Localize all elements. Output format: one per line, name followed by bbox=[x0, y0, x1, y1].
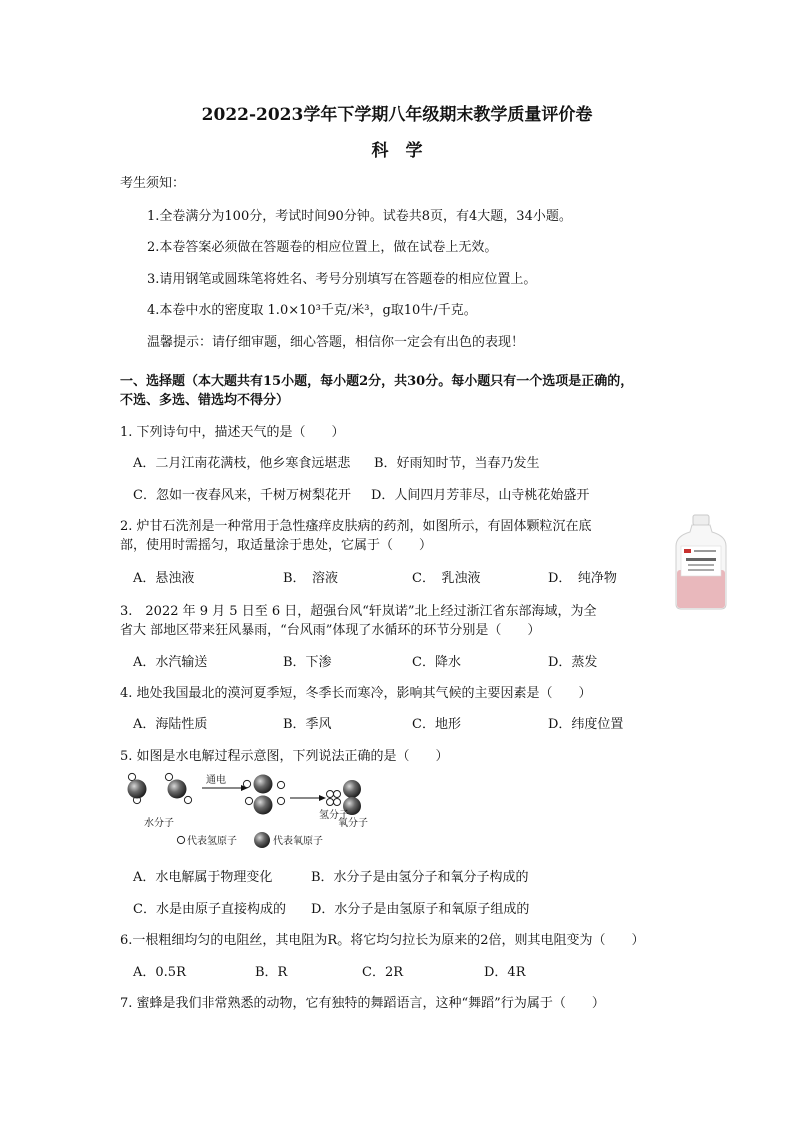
arrow-head bbox=[319, 795, 326, 801]
notice-item: 3.请用钢笔或圆珠笔将姓名、考号分别填写在答题卷的相应位置上。 bbox=[147, 272, 537, 287]
water-molecule bbox=[165, 773, 191, 803]
question-1-option-b[interactable]: B．好雨知时节，当春乃发生 bbox=[374, 456, 540, 471]
legend-oxygen-symbol bbox=[254, 832, 270, 848]
question-4-stem: 4. 地处我国最北的漠河夏季短，冬季长而寒冷，影响其气候的主要因素是（ ） bbox=[120, 686, 592, 701]
question-1-option-d[interactable]: D．人间四月芳菲尽，山寺桃花始盛开 bbox=[371, 488, 590, 503]
hydrogen-molecule-label: 氢分子 bbox=[319, 810, 349, 821]
question-6-option-d[interactable]: D．4R bbox=[484, 965, 526, 980]
question-3-option-c[interactable]: C．降水 bbox=[412, 655, 461, 670]
question-5-stem: 5. 如图是水电解过程示意图，下列说法正确的是（ ） bbox=[120, 749, 449, 764]
oxygen-molecule-label: 氧分子 bbox=[338, 818, 368, 829]
section-heading: 一、选择题（本大题共有15小题，每小题2分，共30分。每小题只有一个选项是正确的， bbox=[120, 374, 634, 389]
question-2-stem-cont: 部，使用时需摇匀，取适量涂于患处，它属于（ ） bbox=[120, 538, 433, 553]
question-4-option-a[interactable]: A．海陆性质 bbox=[133, 717, 208, 732]
medicine-bottle-image bbox=[672, 512, 730, 612]
question-2-option-c[interactable]: C． 乳浊液 bbox=[412, 571, 481, 586]
question-5-option-a[interactable]: A．水电解属于物理变化 bbox=[133, 870, 273, 885]
question-5-option-c[interactable]: C．水是由原子直接构成的 bbox=[133, 902, 286, 917]
question-4-option-d[interactable]: D．纬度位置 bbox=[548, 717, 624, 732]
water-molecule bbox=[128, 773, 147, 803]
question-6-stem: 6.一根粗细均匀的电阻丝，其电阻为R。将它均匀拉长为原来的2倍，则其电阻变为（ ） bbox=[120, 933, 645, 948]
hydrogen-atom bbox=[243, 780, 250, 787]
question-6-option-b[interactable]: B．R bbox=[255, 965, 288, 980]
warm-tip: 温馨提示：请仔细审题，细心答题，相信你一定会有出色的表现！ bbox=[147, 335, 525, 350]
water-electrolysis-diagram bbox=[120, 772, 368, 852]
question-2-option-b[interactable]: B． 溶液 bbox=[283, 571, 339, 586]
hydrogen-atom bbox=[245, 797, 252, 804]
oxygen-molecule bbox=[343, 780, 361, 798]
question-2-option-d[interactable]: D． 纯净物 bbox=[548, 571, 617, 586]
question-3-option-d[interactable]: D．蒸发 bbox=[548, 655, 598, 670]
section-heading-cont: 不选、多选、错选均不得分） bbox=[120, 393, 290, 408]
notice-item: 4.本卷中水的密度取 1.0×10³千克/米³，g取10牛/千克。 bbox=[147, 303, 477, 318]
question-3-stem: 3. 2022 年 9 月 5 日至 6 日，超强台风“轩岚诺”北上经过浙江省东部海域，为全 bbox=[120, 604, 597, 619]
question-1-option-a[interactable]: A．二月江南花满枝，他乡寒食远堪悲 bbox=[133, 456, 351, 471]
oxygen-atom bbox=[254, 796, 273, 815]
question-5-option-b[interactable]: B．水分子是由氢分子和氧分子构成的 bbox=[311, 870, 529, 885]
subject-title: 科 学 bbox=[371, 141, 423, 161]
question-6-option-c[interactable]: C．2R bbox=[362, 965, 404, 980]
legend-hydrogen-symbol bbox=[177, 836, 184, 843]
question-3-option-a[interactable]: A．水汽输送 bbox=[133, 655, 208, 670]
hydrogen-atom bbox=[277, 781, 284, 788]
question-3-stem-cont: 省大 部地区带来狂风暴雨，“台风雨”体现了水循环的环节分别是（ ） bbox=[120, 623, 541, 638]
hydrogen-molecules bbox=[327, 791, 341, 806]
legend-oxygen-label: 代表氧原子 bbox=[273, 836, 323, 847]
question-6-option-a[interactable]: A．0.5R bbox=[133, 965, 186, 980]
notice-item: 2.本卷答案必须做在答题卷的相应位置上，做在试卷上无效。 bbox=[147, 240, 498, 255]
question-4-option-b[interactable]: B．季风 bbox=[283, 717, 332, 732]
question-3-option-b[interactable]: B．下渗 bbox=[283, 655, 332, 670]
hydrogen-atom bbox=[277, 797, 284, 804]
arrow-label: 通电 bbox=[206, 775, 226, 786]
notice-item: 1.全卷满分为100分，考试时间90分钟。试卷共8页，有4大题，34小题。 bbox=[147, 209, 572, 224]
notice-heading: 考生须知： bbox=[120, 176, 186, 191]
question-7-stem: 7. 蜜蜂是我们非常熟悉的动物，它有独特的舞蹈语言，这种“舞蹈”行为属于（ ） bbox=[120, 996, 605, 1011]
oxygen-atom bbox=[254, 775, 273, 794]
question-1-option-c[interactable]: C．忽如一夜春风来，千树万树梨花开 bbox=[133, 488, 351, 503]
water-molecule-label: 水分子 bbox=[144, 818, 174, 829]
legend-hydrogen-label: 代表氢原子 bbox=[187, 836, 237, 847]
question-2-stem: 2. 炉甘石洗剂是一种常用于急性瘙痒皮肤病的药剂，如图所示，有固体颗粒沉在底 bbox=[120, 519, 592, 534]
question-4-option-c[interactable]: C．地形 bbox=[412, 717, 461, 732]
exam-title: 2022-2023学年下学期八年级期末教学质量评价卷 bbox=[201, 105, 593, 125]
question-1-stem: 1. 下列诗句中，描述天气的是（ ） bbox=[120, 425, 345, 440]
question-5-option-d[interactable]: D．水分子是由氢原子和氧原子组成的 bbox=[311, 902, 530, 917]
question-2-option-a[interactable]: A．悬浊液 bbox=[133, 571, 195, 586]
